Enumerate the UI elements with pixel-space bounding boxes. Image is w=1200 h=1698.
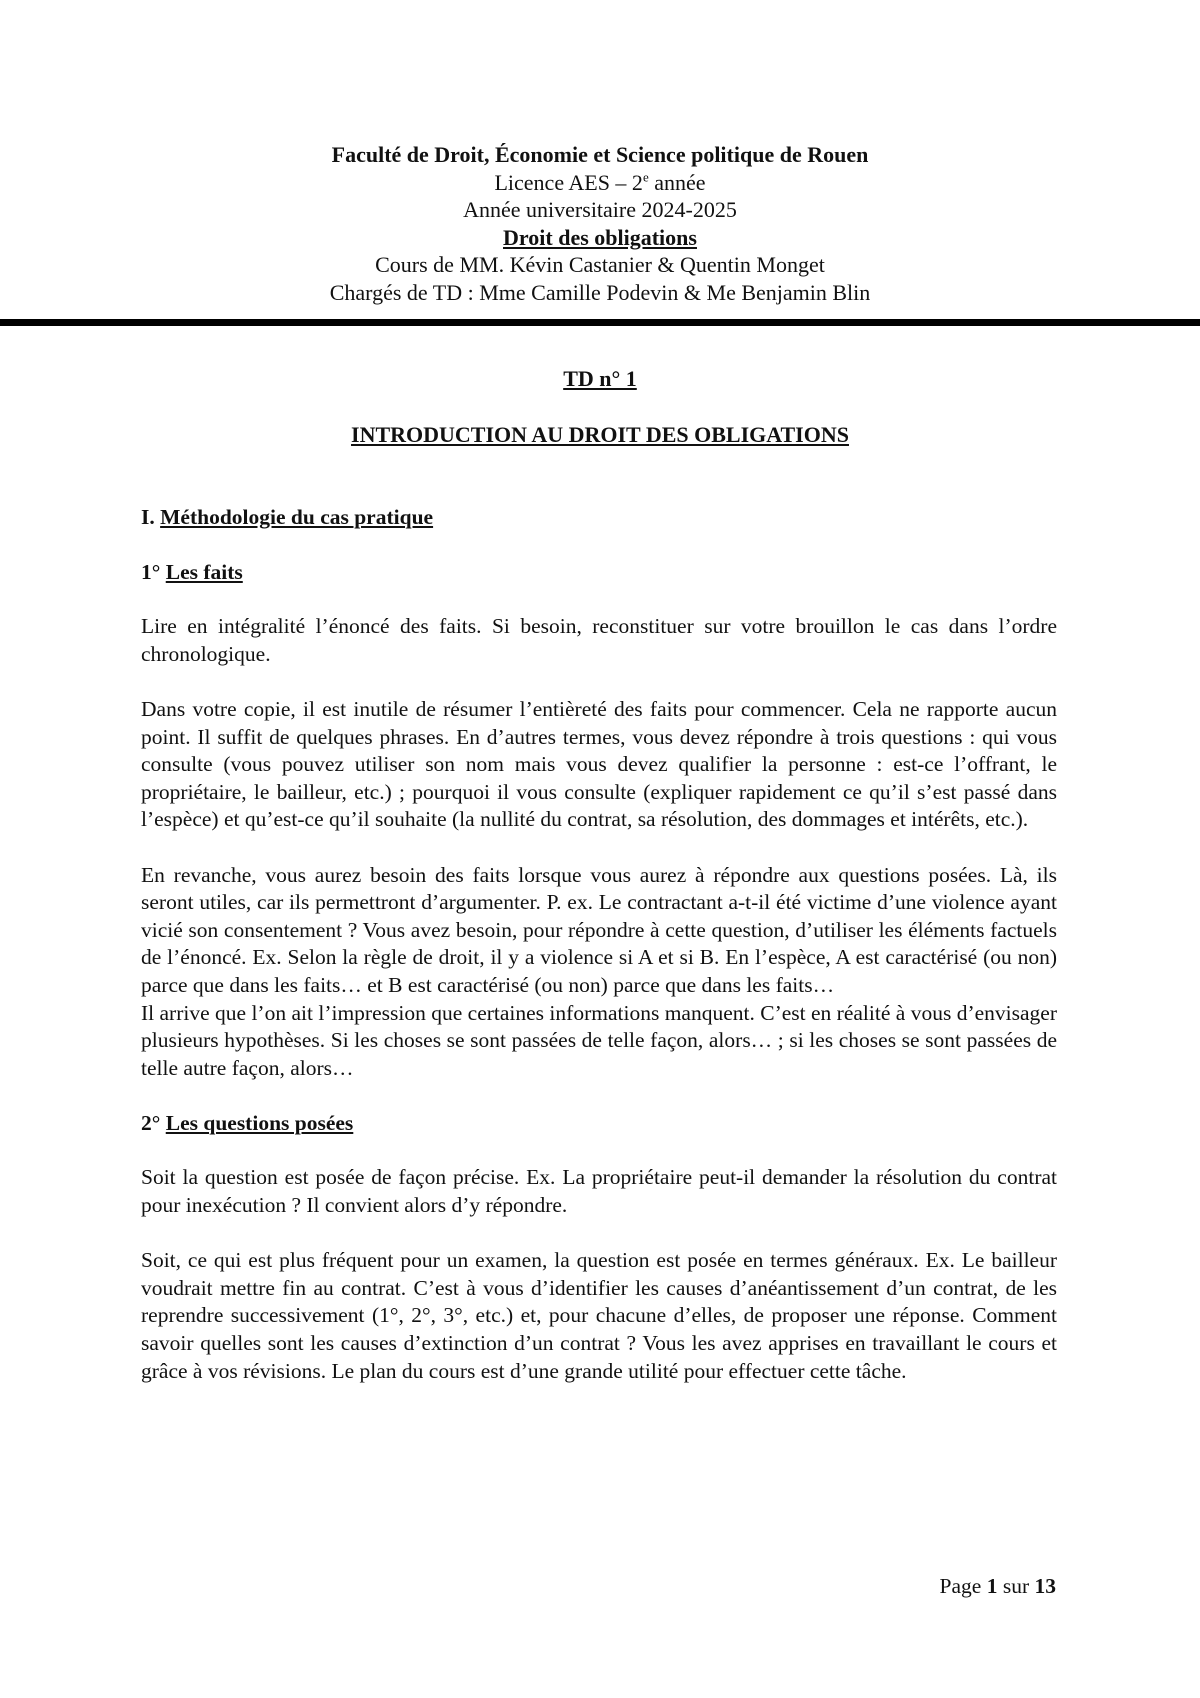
licence-line: [0, 169, 1200, 197]
subsection-heading-facts: [141, 559, 1057, 587]
document-body: [141, 504, 1057, 1413]
page-label: Page: [939, 1574, 987, 1598]
subsection-number: 2°: [141, 1110, 166, 1135]
section-heading-methodology: [141, 504, 1057, 532]
subsection-title: Les questions posées: [165, 1110, 354, 1135]
paragraph: Soit la question est posée de façon précise. Ex. La propriétaire peut-il demander la résolution du contrat pour inexécution ? Il convient alors d’y répondre.: [141, 1165, 1057, 1218]
faculty-name: Faculté de Droit, Économie et Science politique de Rouen: [331, 142, 869, 167]
subsection-title: Les faits: [165, 559, 243, 584]
section-number: I.: [141, 505, 161, 529]
course-title: Droit des obligations: [503, 224, 697, 250]
paragraph: Soit, ce qui est plus fréquent pour un examen, la question est posée en termes généraux. Ex. Le bailleur voudrait mettre fin au contrat. C’est à vous d’identifier les causes d’anéantissement d’un contrat, de les reprendre successivement (1°, 2°, 3°, etc.) et, pour chacune d’elles, de proposer une réponse. Comment savoir quelles sont les causes d’extinction d’un contrat ? Vous les avez apprises en travaillant le cours et grâce à vos révisions. Le plan du cours est d’une grande utilité pour effectuer cette tâche.: [141, 1248, 1057, 1383]
professors: Cours de MM. Kévin Castanier & Quentin Monget: [375, 252, 825, 277]
page-separator: sur: [997, 1574, 1035, 1598]
licence-suffix: année: [648, 169, 706, 195]
td-number: TD n° 1: [563, 366, 637, 391]
page-total: 13: [1034, 1574, 1056, 1598]
licence-superscript: e: [642, 169, 649, 185]
paragraph: Il arrive que l’on ait l’impression que certaines informations manquent. C’est en réalité à vous d’envisager plusieurs hypothèses. Si les choses se sont passées de telle façon, alors… ; si les choses se sont passées de telle autre façon, alors…: [141, 1000, 1057, 1080]
section-title: Méthodologie du cas pratique: [160, 505, 434, 529]
td-leaders: Chargés de TD : Mme Camille Podevin & Me Benjamin Blin: [329, 279, 871, 305]
subsection-number: 1°: [141, 559, 166, 584]
page-footer: [940, 1574, 1056, 1599]
page-current: 1: [986, 1574, 998, 1598]
document-header: [0, 141, 1200, 306]
paragraph: Lire en intégralité l’énoncé des faits. Si besoin, reconstituer sur votre brouillon le cas dans l’ordre chronologique.: [141, 614, 1057, 666]
licence-prefix: Licence AES – 2: [494, 169, 643, 195]
paragraph: Dans votre copie, il est inutile de résumer l’entièreté des faits pour commencer. Cela ne rapporte aucun point. Il suffit de quelques phrases. En d’autres termes, vous devez répondre à trois questions : qui vous consulte (vous pouvez utiliser son nom mais vous devez qualifier la personne : est-ce l’offrant, le propriétaire, le bailleur, etc.) ; pourquoi il vous consulte (expliquer rapidement ce qu’il s’est passé dans l’espèce) et qu’est-ce qu’il souhaite (la nullité du contrat, sa résolution, des dommages et intérêts, etc.).: [141, 696, 1057, 832]
academic-year: Année universitaire 2024-2025: [463, 197, 737, 222]
header-divider: [0, 319, 1200, 326]
td-title: INTRODUCTION AU DROIT DES OBLIGATIONS: [351, 422, 849, 447]
subsection-heading-questions: [141, 1110, 1057, 1138]
paragraph: En revanche, vous aurez besoin des faits lorsque vous aurez à répondre aux questions posées. Là, ils seront utiles, car ils permettront d’argumenter. P. ex. Le contractant a-t-il été victime d’une violence ayant vicié son consentement ? Vous avez besoin, pour répondre à cette question, d’utiliser les éléments factuels de l’énoncé. Ex. Selon la règle de droit, il y a violence si A et si B. En l’espèce, A est caractérisé (ou non) parce que dans les faits… et B est caractérisé (ou non) parce que dans les faits…: [141, 862, 1057, 997]
